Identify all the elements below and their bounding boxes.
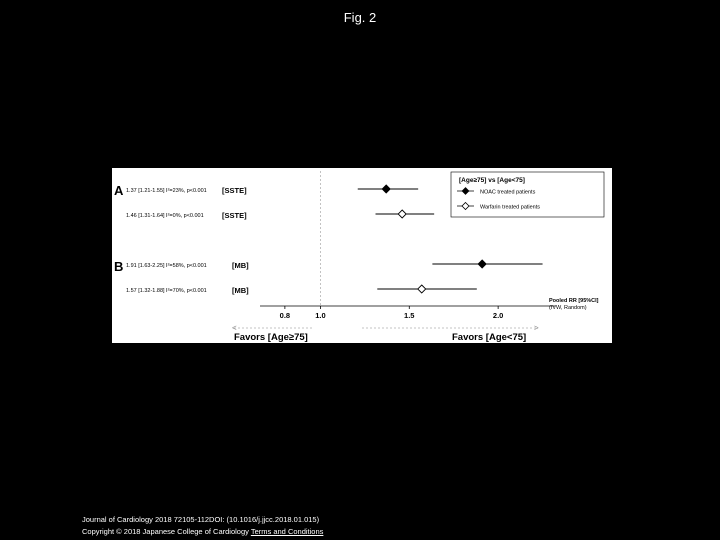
figure-footer xyxy=(82,514,323,538)
stat-text-b2: 1.57 [1.32-1.88] I²=70%, p<0.001 xyxy=(126,288,207,294)
estimate-diamond-0-1 xyxy=(398,210,406,218)
chevron-left-icon: < xyxy=(232,323,237,333)
favors-right-label: Favors [Age<75] xyxy=(452,332,527,343)
outcome-label-a1: [SSTE] xyxy=(222,186,247,195)
x-label-line2: (IVW, Random) xyxy=(549,305,587,311)
outcome-label-b2: [MB] xyxy=(232,286,249,295)
chevron-right-icon: > xyxy=(534,323,539,333)
estimate-diamond-1-0 xyxy=(478,260,486,268)
outcome-label-a2: [SSTE] xyxy=(222,211,247,220)
outcome-label-b1: [MB] xyxy=(232,261,249,270)
x-tick-label-0: 0.8 xyxy=(279,311,291,320)
legend-label-noac: NOAC treated patients xyxy=(480,189,536,196)
forest-plot-chart xyxy=(112,168,612,343)
legend-label-warfarin: Warfarin treated patients xyxy=(480,204,541,211)
x-label-line1: Pooled RR [95%CI] xyxy=(549,298,599,304)
figure-title: Fig. 2 xyxy=(343,10,377,25)
panel-label-b: B xyxy=(114,259,124,274)
estimate-diamond-1-1 xyxy=(418,285,426,293)
stat-text-b1: 1.91 [1.63-2.25] I²=58%, p<0.001 xyxy=(126,263,207,269)
x-tick-label-3: 2.0 xyxy=(492,311,504,320)
x-tick-label-2: 1.5 xyxy=(404,311,415,320)
copyright-line xyxy=(82,526,323,538)
panel-label-a: A xyxy=(114,183,124,198)
x-tick-label-1: 1.0 xyxy=(315,311,326,320)
citation-text: Journal of Cardiology 2018 72105-112DOI: (10.1016/j.jjcc.2018.01.015) xyxy=(82,515,320,524)
stat-text-a1: 1.37 [1.21-1.55] I²=23%, p<0.001 xyxy=(126,188,207,194)
terms-link[interactable]: Terms and Conditions xyxy=(250,527,324,536)
estimate-diamond-0-0 xyxy=(382,185,390,193)
forest-plot-panel xyxy=(112,168,612,343)
stat-text-a2: 1.46 [1.31-1.64] I²=0%, p<0.001 xyxy=(126,213,204,219)
copyright-text: Copyright © 2018 Japanese College of Cardiology xyxy=(82,527,249,536)
legend xyxy=(451,172,604,217)
favors-left-label: Favors [Age≥75] xyxy=(234,332,308,343)
legend-title: [Age≥75] vs [Age<75] xyxy=(459,177,525,184)
